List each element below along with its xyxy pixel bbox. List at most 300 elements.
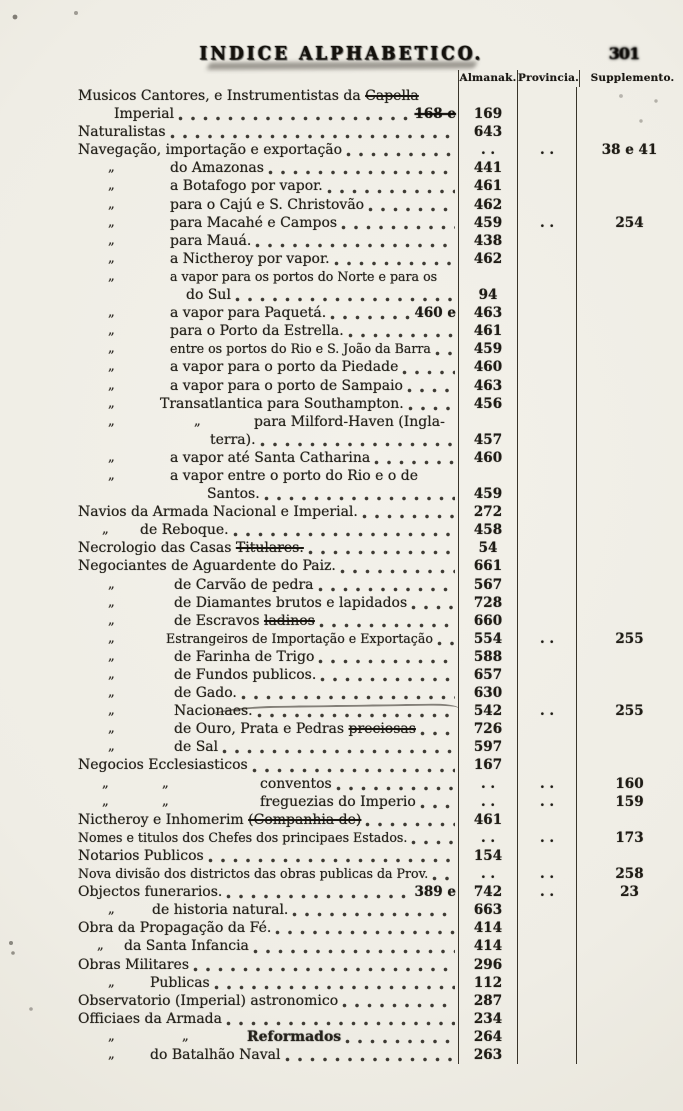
entry-text-main: de Sal <box>174 739 219 756</box>
entry-text <box>62 286 231 304</box>
entry-text-main: de Escravos <box>174 612 264 629</box>
ditto-mark: „ <box>108 178 115 194</box>
almanak-value: . . <box>458 865 517 883</box>
entry-text <box>62 467 418 485</box>
provincia-value: . . <box>517 702 576 720</box>
dot-leader <box>264 487 455 503</box>
column-header-provincia: Provincia. <box>517 70 579 87</box>
provincia-value <box>517 811 576 829</box>
dot-leader <box>308 541 455 557</box>
supplemento-value <box>576 322 682 340</box>
entry-cell <box>62 177 458 195</box>
index-row <box>62 177 683 195</box>
dot-leader <box>268 161 455 177</box>
dot-leader <box>420 795 455 811</box>
supplemento-value <box>576 1046 682 1064</box>
provincia-value <box>517 738 576 756</box>
almanak-value: 661 <box>458 557 517 575</box>
inline-page-ref: 460 e <box>414 305 456 322</box>
entry-text-main: de Carvão de pedra <box>174 576 314 593</box>
entry-cell <box>62 503 458 521</box>
entry-text <box>62 539 304 557</box>
index-row <box>62 594 683 612</box>
entry-text <box>62 503 358 521</box>
provincia-value <box>517 576 576 594</box>
entry-cell <box>62 702 458 720</box>
entry-text-main: Publicas <box>150 974 210 991</box>
provincia-value <box>517 340 576 358</box>
entry-text-main: Transatlantica para Southampton. <box>160 395 404 412</box>
entry-text-main: Navegação, importação e exportação <box>78 142 343 159</box>
supplemento-value <box>576 557 682 575</box>
ditto-mark: „ <box>108 232 115 248</box>
provincia-value <box>517 87 576 105</box>
entry-cell <box>62 340 458 358</box>
dot-leader <box>411 596 455 612</box>
supplemento-value <box>576 901 682 919</box>
entry-cell <box>62 847 458 865</box>
index-row <box>62 1010 683 1028</box>
provincia-value <box>517 413 576 431</box>
entry-cell <box>62 594 458 612</box>
provincia-value <box>517 648 576 666</box>
index-row <box>62 684 683 702</box>
index-table <box>62 70 683 1064</box>
entry-text-main: Obras Militares <box>78 956 190 973</box>
provincia-value <box>517 395 576 413</box>
entry-text-main: a Botafogo por vapor. <box>170 178 323 195</box>
entry-cell <box>62 811 458 829</box>
supplemento-value: 173 <box>576 829 682 847</box>
entry-text-main: de Reboque. <box>140 522 229 539</box>
ditto-mark: „ <box>108 341 115 357</box>
supplemento-value <box>576 340 682 358</box>
dot-leader <box>408 397 455 413</box>
entry-text-main: a vapor para o porto de Sampaio <box>170 377 403 394</box>
almanak-value: 459 <box>458 214 517 232</box>
index-row <box>62 521 683 539</box>
entry-text-main: do Amazonas <box>170 160 264 177</box>
entry-text-main: para Milford-Haven (Ingla- <box>254 413 445 430</box>
entry-text-main: Musicos Cantores, e Instrumentistas da <box>78 88 366 104</box>
ditto-mark: „ <box>102 793 109 809</box>
provincia-value <box>517 594 576 612</box>
almanak-value: 458 <box>458 521 517 539</box>
provincia-value: . . <box>517 630 576 648</box>
provincia-value <box>517 304 576 322</box>
almanak-value: . . <box>458 829 517 847</box>
almanak-value: 459 <box>458 340 517 358</box>
dot-leader <box>330 306 411 322</box>
dot-leader <box>346 143 455 159</box>
column-header-row <box>62 70 683 87</box>
provincia-value <box>517 557 576 575</box>
entry-text-main: Nomes e titulos dos Chefes dos principaes Estados. <box>78 829 408 845</box>
ditto-mark: „ <box>182 1028 189 1044</box>
entry-text-main: Naturalistas <box>78 124 166 141</box>
almanak-value: 264 <box>458 1028 517 1046</box>
entry-text <box>62 865 428 883</box>
provincia-value <box>517 358 576 376</box>
entry-cell <box>62 630 458 648</box>
provincia-value <box>517 756 576 774</box>
entry-text <box>62 612 315 630</box>
entry-cell <box>62 956 458 974</box>
index-row <box>62 738 683 756</box>
ditto-mark: „ <box>108 268 115 284</box>
index-row <box>62 214 683 232</box>
index-row <box>62 702 683 720</box>
index-row <box>62 87 683 105</box>
almanak-value: 542 <box>458 702 517 720</box>
entry-text-main: a vapor até Santa Catharina <box>170 449 371 466</box>
dot-leader <box>233 523 455 539</box>
ditto-mark: „ <box>108 377 115 393</box>
ditto-mark: „ <box>108 612 115 628</box>
almanak-value: 742 <box>458 883 517 901</box>
ditto-mark: „ <box>162 793 169 809</box>
supplemento-value <box>576 738 682 756</box>
entry-text <box>62 431 256 449</box>
provincia-value <box>517 123 576 141</box>
almanak-value: 112 <box>458 974 517 992</box>
supplemento-value <box>576 576 682 594</box>
entry-text-main: Negocios Ecclesiasticos <box>78 757 248 774</box>
dot-leader <box>222 740 455 756</box>
provincia-value: . . <box>517 793 576 811</box>
entry-text <box>62 159 264 177</box>
page-title: INDICE ALPHABETICO. <box>199 43 484 65</box>
provincia-value <box>517 612 576 630</box>
entry-text <box>62 141 342 159</box>
supplemento-value <box>576 123 682 141</box>
supplemento-value <box>576 268 682 286</box>
ditto-mark: „ <box>162 775 169 791</box>
entry-cell <box>62 521 458 539</box>
entry-cell <box>62 666 458 684</box>
entry-text <box>62 720 416 738</box>
entry-cell <box>62 1010 458 1028</box>
provincia-value <box>517 322 576 340</box>
index-row <box>62 232 683 250</box>
supplemento-value <box>576 521 682 539</box>
supplemento-value <box>576 648 682 666</box>
entry-text-main: conventos <box>260 775 332 792</box>
entry-cell <box>62 196 458 214</box>
almanak-value: 263 <box>458 1046 517 1064</box>
entry-cell <box>62 286 458 304</box>
ditto-mark: „ <box>108 305 115 321</box>
entry-text-main: de Gado. <box>174 685 237 702</box>
supplemento-value <box>576 1010 682 1028</box>
almanak-value: 167 <box>458 756 517 774</box>
almanak-value: 597 <box>458 738 517 756</box>
supplemento-value <box>576 395 682 413</box>
entry-cell <box>62 793 458 811</box>
entry-text-main: de Farinha de Trigo <box>174 648 315 665</box>
index-row <box>62 811 683 829</box>
entry-text <box>62 214 337 232</box>
index-row <box>62 431 683 449</box>
entry-text-main: a vapor entre o porto do Rio e o de <box>170 467 419 484</box>
almanak-value: . . <box>458 793 517 811</box>
index-row <box>62 467 683 485</box>
supplemento-value <box>576 919 682 937</box>
supplemento-value <box>576 847 682 865</box>
supplemento-value <box>576 467 682 485</box>
provincia-value <box>517 684 576 702</box>
dot-leader <box>327 180 455 196</box>
dot-leader <box>348 324 455 340</box>
entry-text <box>62 847 204 865</box>
entry-cell <box>62 1046 458 1064</box>
index-row <box>62 883 683 901</box>
dot-leader <box>374 451 455 467</box>
entry-cell <box>62 919 458 937</box>
supplemento-value <box>576 974 682 992</box>
entry-text-main: de Fundos publicos. <box>174 667 317 683</box>
entry-cell <box>62 141 458 159</box>
entry-cell <box>62 557 458 575</box>
entry-text-main: para o Cajú e S. Christovão <box>170 196 365 213</box>
entry-text-main: do Batalhão Naval <box>150 1046 281 1063</box>
provincia-value <box>517 956 576 974</box>
ditto-mark: „ <box>108 648 115 664</box>
almanak-value: 296 <box>458 956 517 974</box>
entry-text-struck: ladinos <box>263 612 315 629</box>
entry-text-main: Negociantes de Aguardente do Paiz. <box>78 558 336 575</box>
provincia-value: . . <box>517 865 576 883</box>
ditto-mark: „ <box>108 739 115 755</box>
almanak-value: 728 <box>458 594 517 612</box>
entry-cell <box>62 377 458 395</box>
ditto-mark: „ <box>108 576 115 592</box>
entry-cell <box>62 449 458 467</box>
entry-text <box>62 485 260 503</box>
entry-cell <box>62 232 458 250</box>
almanak-value <box>458 268 517 286</box>
almanak-value: 459 <box>458 485 517 503</box>
almanak-value: 660 <box>458 612 517 630</box>
entry-cell <box>62 304 458 322</box>
entry-text <box>62 322 344 340</box>
supplemento-value <box>576 720 682 738</box>
almanak-value: 54 <box>458 539 517 557</box>
dot-leader <box>214 976 455 992</box>
ditto-mark: „ <box>97 938 104 954</box>
almanak-value: 463 <box>458 377 517 395</box>
index-row <box>62 123 683 141</box>
index-row <box>62 1028 683 1046</box>
provincia-value <box>517 196 576 214</box>
entry-text-main: para Mauá. <box>170 232 252 249</box>
almanak-value: 461 <box>458 177 517 195</box>
dot-leader <box>402 361 455 377</box>
entry-text-main: Imperial <box>114 106 175 123</box>
provincia-value <box>517 377 576 395</box>
entry-text-main: entre os portos do Rio e S. João da Barra <box>170 341 431 357</box>
index-row <box>62 322 683 340</box>
supplemento-value <box>576 937 682 955</box>
entry-cell <box>62 974 458 992</box>
provincia-value <box>517 232 576 250</box>
entry-text-main: Nova divisão dos districtos das obras publicas da Prov. <box>78 866 429 882</box>
almanak-value: 643 <box>458 123 517 141</box>
entry-text-main: Santos. <box>207 486 260 503</box>
entry-text <box>62 304 326 322</box>
provincia-value <box>517 539 576 557</box>
almanak-value: 456 <box>458 395 517 413</box>
column-header-supplemento: Supplemento. <box>579 70 683 87</box>
dot-leader <box>226 885 411 901</box>
entry-cell <box>62 87 458 105</box>
almanak-value: 438 <box>458 232 517 250</box>
entry-text <box>62 684 237 702</box>
entry-cell <box>62 883 458 901</box>
provincia-value <box>517 177 576 195</box>
index-row <box>62 413 683 431</box>
ditto-mark: „ <box>108 685 115 701</box>
entry-text <box>62 974 210 992</box>
entry-cell <box>62 395 458 413</box>
index-row <box>62 974 683 992</box>
almanak-value: 460 <box>458 358 517 376</box>
index-row <box>62 829 683 847</box>
supplemento-value: 255 <box>576 630 682 648</box>
index-row <box>62 449 683 467</box>
dot-leader <box>241 686 455 702</box>
provincia-value <box>517 503 576 521</box>
entry-cell <box>62 123 458 141</box>
almanak-value: 463 <box>458 304 517 322</box>
entry-text-main: para Macahé e Campos <box>170 214 338 231</box>
supplemento-value <box>576 105 682 123</box>
provincia-value <box>517 268 576 286</box>
entry-text-main: para o Porto da Estrella. <box>170 323 344 340</box>
entry-text-struck: preciosas <box>348 721 416 738</box>
almanak-value: . . <box>458 141 517 159</box>
ditto-mark: „ <box>108 250 115 266</box>
entry-text-main: terra). <box>210 431 256 448</box>
provincia-value <box>517 919 576 937</box>
entry-cell <box>62 648 458 666</box>
entry-text <box>62 177 323 195</box>
entry-cell <box>62 901 458 919</box>
entry-text-main: Estrangeiros de Importação e Exportação <box>166 630 433 646</box>
dot-leader <box>336 777 455 793</box>
entry-text <box>62 829 407 847</box>
entry-text-main: Navios da Armada Nacional e Imperial. <box>78 504 358 521</box>
dot-leader <box>345 1030 455 1046</box>
supplemento-value: 38 e 41 <box>576 141 682 159</box>
entry-text <box>62 105 174 123</box>
supplemento-value <box>576 177 682 195</box>
entry-cell <box>62 268 458 286</box>
index-row <box>62 377 683 395</box>
entry-cell <box>62 829 458 847</box>
supplemento-value <box>576 811 682 829</box>
almanak-value: 554 <box>458 630 517 648</box>
provincia-value <box>517 974 576 992</box>
inline-page-ref: 168 e <box>414 106 456 123</box>
entry-text-struck: (Companhia de) <box>248 811 362 828</box>
almanak-value: 726 <box>458 720 517 738</box>
almanak-value: 461 <box>458 322 517 340</box>
entry-text-main: da Santa Infancia <box>124 938 249 955</box>
almanak-value: 567 <box>458 576 517 594</box>
almanak-value: 287 <box>458 992 517 1010</box>
ditto-mark: „ <box>108 160 115 176</box>
index-row <box>62 159 683 177</box>
dot-leader <box>334 252 455 268</box>
ditto-mark: „ <box>108 1028 115 1044</box>
supplemento-value <box>576 1028 682 1046</box>
entry-text <box>62 648 314 666</box>
provincia-value <box>517 666 576 684</box>
dot-leader <box>318 650 455 666</box>
dot-leader <box>318 578 455 594</box>
dot-leader <box>449 415 455 431</box>
index-row <box>62 937 683 955</box>
ditto-mark: „ <box>108 667 115 682</box>
entry-text <box>62 557 336 575</box>
index-row <box>62 340 683 358</box>
index-row <box>62 1046 683 1064</box>
supplemento-value: 254 <box>576 214 682 232</box>
dot-leader <box>292 903 455 919</box>
entry-text-main: Observatorio (Imperial) astronomico <box>78 992 339 1009</box>
index-row <box>62 956 683 974</box>
entry-cell <box>62 576 458 594</box>
dot-leader <box>441 270 455 286</box>
entry-cell <box>62 738 458 756</box>
ditto-mark: „ <box>102 775 109 791</box>
entry-text-main: Reformados <box>247 1028 342 1045</box>
index-row <box>62 756 683 774</box>
entry-text <box>62 576 314 594</box>
index-row <box>62 503 683 521</box>
provincia-value <box>517 521 576 539</box>
supplemento-value <box>576 992 682 1010</box>
supplemento-value <box>576 304 682 322</box>
entry-text-main: a vapor para Paquetá. <box>170 305 327 322</box>
entry-cell <box>62 431 458 449</box>
almanak-value <box>458 413 517 431</box>
entry-cell <box>62 720 458 738</box>
entry-text <box>62 1028 341 1046</box>
entry-text-struck: Capella <box>365 88 419 104</box>
entry-text-main: de Diamantes brutos e lapidados <box>174 594 408 611</box>
ditto-mark: „ <box>108 974 115 990</box>
dot-leader <box>255 234 455 250</box>
provincia-value <box>517 431 576 449</box>
entry-text-main: Objectos funerarios. <box>78 884 223 901</box>
entry-text-main: a Nictheroy por vapor. <box>170 250 330 267</box>
dot-leader <box>260 433 455 449</box>
supplemento-value: 23 <box>576 883 682 901</box>
almanak-value: 414 <box>458 919 517 937</box>
almanak-value: 462 <box>458 196 517 214</box>
dot-leader <box>423 89 455 105</box>
entry-cell <box>62 937 458 955</box>
supplemento-value <box>576 594 682 612</box>
entry-cell <box>62 1028 458 1046</box>
ink-smudge <box>207 61 478 69</box>
index-row <box>62 395 683 413</box>
ditto-mark: „ <box>108 323 115 339</box>
ditto-mark: „ <box>108 196 115 212</box>
entry-text-struck: Titulares. <box>235 540 304 557</box>
